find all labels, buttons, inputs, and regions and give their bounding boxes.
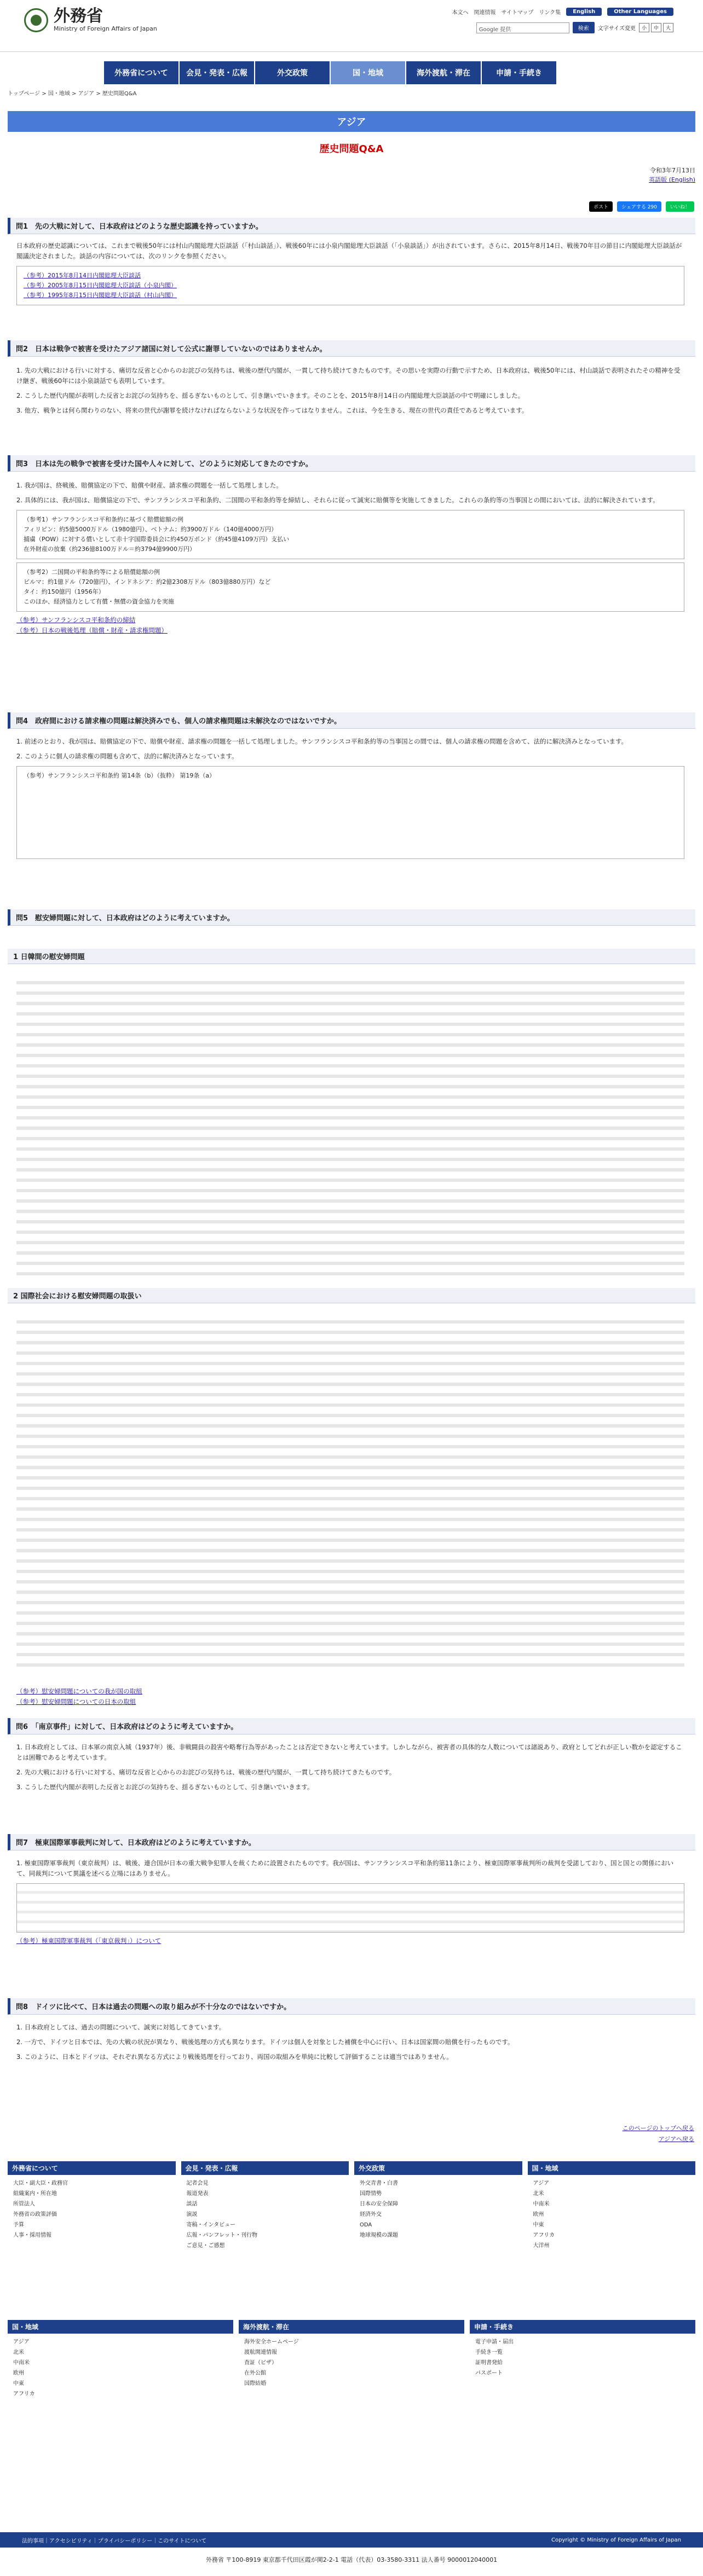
- footer-col-title[interactable]: 申請・手続き: [470, 2320, 695, 2334]
- ref-link-1995[interactable]: （参考）1995年8月15日内閣総理大臣談話（村山内閣）: [24, 292, 177, 299]
- q1-refs: [16, 266, 684, 305]
- other-languages-button[interactable]: Other Languages: [607, 8, 673, 16]
- footer-link[interactable]: 外務省の政策評価: [13, 2212, 57, 2218]
- q6-heading: 問6 「南京事件」に対して、日本政府はどのように考えていますか。: [8, 1718, 695, 1734]
- footer-link[interactable]: アフリカ: [13, 2391, 35, 2397]
- footer-link[interactable]: 欧州: [533, 2212, 544, 2218]
- link-sitemap[interactable]: サイトマップ: [501, 10, 534, 16]
- footer-address: 外務省 〒100-8919 東京都千代田区霞が関2-2-1 電話（代表）03-3580-3311 法人番号 9000012040001: [205, 2556, 498, 2563]
- footer-col: [354, 2161, 522, 2254]
- q6-p3: 3. こうした歴代内閣が表明した反省とお詫びの気持ちを、揺るぎないものとして、引き継いでいきます。: [16, 1783, 314, 1791]
- q8-p3: 3. このように、日本とドイツは、それぞれ異なる方式により戦後処理を行っており、両国の取組みを単純に比較して評価することは適当ではありません。: [16, 2053, 453, 2061]
- footer-link[interactable]: アジア: [533, 2180, 550, 2186]
- nav-procedures[interactable]: 申請・手続き: [482, 61, 557, 84]
- footer-col: [8, 2161, 176, 2254]
- page-title: 歴史問題Q&A: [319, 143, 384, 155]
- footer-nav-2: [8, 2320, 695, 2403]
- link-links[interactable]: リンク集: [539, 10, 561, 16]
- q1-text: 日本政府の歴史認識については、これまで戦後50年には村山内閣総理大臣談話（「村山談話」）、戦後60年には小泉内閣総理大臣談話（「小泉談話」）が出されています。さらに、2015年8月14日、戦後70年目の節目に内閣総理大臣談話が閣議決定されました。談話の内容については、次のリンクを参照ください。: [16, 242, 682, 260]
- q8-body: [16, 2022, 684, 2067]
- q2-p2: 2. こうした歴代内閣が表明した反省とお詫びの気持ちを、揺るぎないものとして、引き継いでいきます。そのことを、2015年8月14日の内閣総理大臣談話の中で明確にしました。: [16, 392, 525, 399]
- q4-p2: 2. このように個人の請求権の問題も含めて、法的に解決済みとなっています。: [16, 752, 238, 760]
- like-button[interactable]: いいね！: [666, 201, 694, 212]
- search-input[interactable]: Google 提供: [476, 22, 569, 33]
- q3-ref1: [16, 510, 684, 559]
- q4-p1: 1. 前述のとおり、我が国は、賠償協定の下で、賠償や財産、請求権の問題を一括して処理しました。サンフランシスコ平和条約等の当事国との間では、個人の請求権の問題を含めて、法的に解決済みとなっています。: [16, 738, 628, 745]
- q5-sub2: 2 国際社会における慰安婦問題の取扱い: [8, 1288, 695, 1303]
- english-button[interactable]: English: [566, 8, 602, 16]
- font-medium-button[interactable]: 中: [651, 23, 661, 32]
- q3-ref2: [16, 562, 684, 612]
- post-button[interactable]: ポスト: [589, 201, 613, 212]
- q5-sub2-body: [16, 1313, 684, 1669]
- footer-link[interactable]: ODA: [360, 2222, 372, 2228]
- font-size-label: 文字サイズ変更: [597, 26, 636, 32]
- footer-link[interactable]: 演説: [186, 2212, 198, 2218]
- footer-link[interactable]: 北米: [13, 2349, 24, 2355]
- footer-link[interactable]: 国際結婚: [244, 2381, 266, 2387]
- footer-bar: [0, 2532, 703, 2548]
- footer-link[interactable]: 証明書発給: [475, 2360, 503, 2366]
- font-small-button[interactable]: 小: [639, 23, 649, 32]
- footer-link[interactable]: 国際情勢: [360, 2191, 382, 2197]
- q4-ref: [16, 766, 684, 859]
- footer-link[interactable]: 海外安全ホームページ: [244, 2339, 299, 2345]
- search-button[interactable]: 検索: [573, 22, 595, 33]
- nav-press[interactable]: 会見・発表・広報: [180, 61, 255, 84]
- q3-ref1-title: （参考1）サンフランシスコ平和条約に基づく賠償総額の例: [24, 516, 183, 523]
- q3-link-postwar[interactable]: （参考）日本の戦後処理（賠償・財産・請求権問題）: [16, 626, 168, 634]
- q6-p2: 2. 先の大戦における行いに対する、痛切な反省と心からのお詫びの気持ちは、戦後の歴代内閣が、一貫して持ち続けてきたものです。: [16, 1768, 396, 1776]
- back-to-asia-link[interactable]: アジアへ戻る: [658, 2136, 694, 2143]
- main-nav: [104, 61, 557, 84]
- q5-link-2[interactable]: （参考）慰安婦問題についての日本の取組: [16, 1698, 136, 1705]
- q8-p2: 2. 一方で、ドイツと日本では、先の大戦の状況が異なり、戦後処理の方式も異なります。ドイツは個人を対象とした補償を中心に行い、日本は国家間の賠償を行ったものです。: [16, 2038, 514, 2046]
- share-button[interactable]: シェアする 290: [617, 201, 661, 212]
- footer-link[interactable]: 大臣・副大臣・政務官: [13, 2180, 68, 2186]
- back-links: [623, 2123, 694, 2145]
- q2-p3: 3. 他方、戦争とは何ら関わりのない、将来の世代が謝罪を続けなければならないような状況を作ってはなりません。これは、今を生きる、現在の世代の責任であると考えています。: [16, 407, 528, 414]
- footer-link[interactable]: アフリカ: [533, 2232, 555, 2238]
- english-version-link[interactable]: 英語版 (English): [649, 176, 695, 183]
- footer-link[interactable]: 欧州: [13, 2370, 24, 2376]
- footer-link[interactable]: 人事・採用情報: [13, 2232, 51, 2238]
- q3-ref2-item: ビルマ：約1億ドル（720億円）、インドネシア：約2億2308万ドル（803億880万円）など: [24, 578, 271, 585]
- footer-link[interactable]: 経済外交: [360, 2212, 382, 2218]
- q2-body: [16, 365, 684, 420]
- footer-legal-links[interactable]: 法的事項｜アクセシビリティ｜プライバシーポリシー｜このサイトについて: [22, 2538, 207, 2544]
- ref-link-2005[interactable]: （参考）2005年8月15日内閣総理大臣談話（小泉内閣）: [24, 282, 177, 289]
- q5-link-1[interactable]: （参考）慰安婦問題についての我が国の取組: [16, 1687, 142, 1695]
- nav-policy[interactable]: 外交政策: [255, 61, 331, 84]
- date-text: 令和3年7月13日: [650, 167, 695, 174]
- back-to-top-link[interactable]: このページのトップへ戻る: [622, 2125, 694, 2132]
- footer-link[interactable]: 在外公館: [244, 2370, 266, 2376]
- q4-body: [16, 736, 684, 862]
- q1-body: [16, 241, 684, 309]
- q6-p1: 1. 日本政府としては、日本軍の南京入城（1937年）後、非戦闘員の殺害や略奪行為等があったことは否定できないと考えています。しかしながら、被害者の具体的な人数については諸説あり、政府としてどれが正しい数かを認定することは困難であると考えています。: [16, 1743, 682, 1761]
- footer-col-title[interactable]: 外交政策: [354, 2161, 522, 2175]
- q8-heading: 問8 ドイツに比べて、日本は過去の問題への取り組みが不十分なのではないですか。: [8, 1998, 695, 2015]
- q7-link[interactable]: （参考）極東国際軍事裁判（「東京裁判」）について: [16, 1937, 162, 1945]
- footer-col-title[interactable]: 国・地域: [528, 2161, 696, 2175]
- site-title: 外務省: [54, 7, 103, 26]
- copyright: Copyright © Ministry of Foreign Affairs of Japan: [551, 2537, 681, 2543]
- q3-body: [16, 480, 684, 636]
- breadcrumb[interactable]: トップページ > 国・地域 > アジア > 歴史問題Q&A: [8, 91, 137, 97]
- q5-heading: 問5 慰安婦問題に対して、日本政府はどのように考えていますか。: [8, 909, 695, 926]
- footer-link[interactable]: パスポート: [475, 2370, 503, 2376]
- footer-link[interactable]: 所管法人: [13, 2201, 35, 2207]
- footer-col-title[interactable]: 海外渡航・滞在: [239, 2320, 464, 2334]
- footer-col: [528, 2161, 696, 2254]
- footer-col: [470, 2320, 695, 2403]
- footer-col-title[interactable]: 会見・発表・広報: [181, 2161, 349, 2175]
- q3-ref2-item: このほか、経済協力として有償・無償の資金協力を実施: [24, 598, 174, 605]
- section-banner: アジア: [8, 111, 695, 132]
- q3-ref1-item: フィリピン：約5億5000万ドル（1980億円）、ベトナム：約3900万ドル（140億4000万円）: [24, 526, 278, 533]
- footer-link[interactable]: 中南米: [533, 2201, 550, 2207]
- footer-link[interactable]: 中東: [533, 2222, 544, 2228]
- footer-col-title[interactable]: 国・地域: [8, 2320, 233, 2334]
- q3-p1: 1. 我が国は、終戦後、賠償協定の下で、賠償や財産、請求権の問題を一括して処理しました。: [16, 481, 283, 489]
- q3-ref2-item: タイ：約150億円（1956年）: [24, 588, 105, 595]
- q3-p2: 2. 具体的には、我が国は、賠償協定の下で、サンフランシスコ平和条約、二国間の平和条約等を締結し、それらに従って誠実に賠償等を実施してきました。これらの条約等の当事国との間においては、法的に解決されています。: [16, 496, 659, 504]
- footer-link[interactable]: 外交青書・白書: [360, 2180, 398, 2186]
- footer-col-title[interactable]: 外務省について: [8, 2161, 176, 2175]
- footer-link[interactable]: 北米: [533, 2191, 544, 2197]
- q3-heading: 問3 日本は先の戦争で被害を受けた国や人々に対して、どのように対応してきたのですか。: [8, 455, 695, 472]
- q1-heading: 問1 先の大戦に対して、日本政府はどのような歴史認識を持っていますか。: [8, 218, 695, 234]
- q3-link-sf[interactable]: （参考）サンフランシスコ平和条約の締結: [16, 616, 136, 624]
- footer-link[interactable]: 組織案内・所在地: [13, 2191, 57, 2197]
- link-main[interactable]: 本文へ: [452, 10, 469, 16]
- ref-link-2015[interactable]: （参考）2015年8月14日内閣総理大臣談話: [24, 272, 141, 279]
- header-links: [452, 8, 673, 16]
- q3-ref2-title: （参考2）二国間の平和条約等による賠償総額の例: [24, 568, 160, 576]
- search-area: [476, 22, 673, 33]
- footer-link[interactable]: 電子申請・届出: [475, 2339, 514, 2345]
- page-date: [649, 166, 695, 184]
- link-related[interactable]: 関連情報: [474, 10, 496, 16]
- footer-link[interactable]: 査証（ビザ）: [244, 2360, 277, 2366]
- site-logo[interactable]: [24, 8, 157, 32]
- font-large-button[interactable]: 大: [663, 23, 673, 32]
- q4-heading: 問4 政府間における請求権の問題は解決済みでも、個人の請求権問題は未解決なのではないですか。: [8, 712, 695, 729]
- footer-link[interactable]: ご意見・ご感想: [186, 2243, 225, 2249]
- q4-ref-text: （参考）サンフランシスコ平和条約 第14条（b）（抜粋） 第19条（a）: [24, 772, 216, 779]
- q2-heading: 問2 日本は戦争で被害を受けたアジア諸国に対して公式に謝罪していないのではありませんか。: [8, 340, 695, 357]
- footer-col: [181, 2161, 349, 2254]
- footer-link[interactable]: 広報・パンフレット・刊行物: [186, 2232, 257, 2238]
- footer-col: [8, 2320, 233, 2403]
- footer-link[interactable]: 予算: [13, 2222, 24, 2228]
- social-buttons: [589, 201, 694, 212]
- site-header: [0, 0, 703, 52]
- footer-link[interactable]: アジア: [13, 2339, 30, 2345]
- nav-about[interactable]: 外務省について: [104, 61, 180, 84]
- q8-p1: 1. 日本政府としては、過去の問題について、誠実に対処してきています。: [16, 2023, 226, 2031]
- footer-link[interactable]: 中東: [13, 2381, 24, 2387]
- footer-link[interactable]: 中南米: [13, 2360, 30, 2366]
- q7-p1: 1. 極東国際軍事裁判（東京裁判）は、戦後、連合国が日本の重大戦争犯罪人を裁くために設置されたものです。我が国は、サンフランシスコ平和条約第11条により、極東国際軍事裁判所の裁判を受諾しており、国と国との関係において、同裁判について異議を述べる立場にはありません。: [16, 1859, 674, 1877]
- q7-ref: [16, 1883, 684, 1933]
- footer-link[interactable]: 手続き一覧: [475, 2349, 503, 2355]
- footer-link[interactable]: 地球規模の課題: [360, 2232, 398, 2238]
- emblem-icon: [24, 8, 48, 32]
- q3-ref1-item: 捕虜（POW）に対する償いとして赤十字国際委員会に約450万ポンド（約45億4109万円）支払い: [24, 536, 290, 543]
- footer-link[interactable]: 記者会見: [186, 2180, 209, 2186]
- nav-travel[interactable]: 海外渡航・滞在: [406, 61, 482, 84]
- q2-p1: 1. 先の大戦における行いに対する、痛切な反省と心からのお詫びの気持ちは、戦後の歴代内閣が、一貫して持ち続けてきたものです。その思いを実際の行動で示すため、日本政府は、戦後50年には、村山談話で表明されたその精神を受け継ぎ、戦後60年には小泉談話でも表明しています。: [16, 367, 681, 385]
- footer-link[interactable]: 渡航関連情報: [244, 2349, 277, 2355]
- footer-nav-1: [8, 2161, 695, 2254]
- footer-link[interactable]: 大洋州: [533, 2243, 550, 2249]
- q6-body: [16, 1742, 684, 1797]
- footer-link[interactable]: 寄稿・インタビュー: [186, 2222, 236, 2228]
- q5-links: [16, 1686, 684, 1707]
- q3-ref1-item: 在外財産の放棄（約236億8100万ドル＝約3794億9900万円）: [24, 546, 195, 553]
- q5-sub1: 1 日韓間の慰安婦問題: [8, 949, 695, 964]
- footer-col: [239, 2320, 464, 2403]
- q7-heading: 問7 極東国際軍事裁判に対して、日本政府はどのように考えていますか。: [8, 1834, 695, 1850]
- footer-link[interactable]: 報道発表: [186, 2191, 209, 2197]
- q5-sub1-body: [16, 974, 684, 1280]
- q7-body: [16, 1858, 684, 1946]
- footer-link[interactable]: 日本の安全保障: [360, 2201, 398, 2207]
- site-subtitle: Ministry of Foreign Affairs of Japan: [54, 25, 157, 32]
- nav-regions[interactable]: 国・地域: [331, 61, 406, 84]
- footer-link[interactable]: 談話: [186, 2201, 198, 2207]
